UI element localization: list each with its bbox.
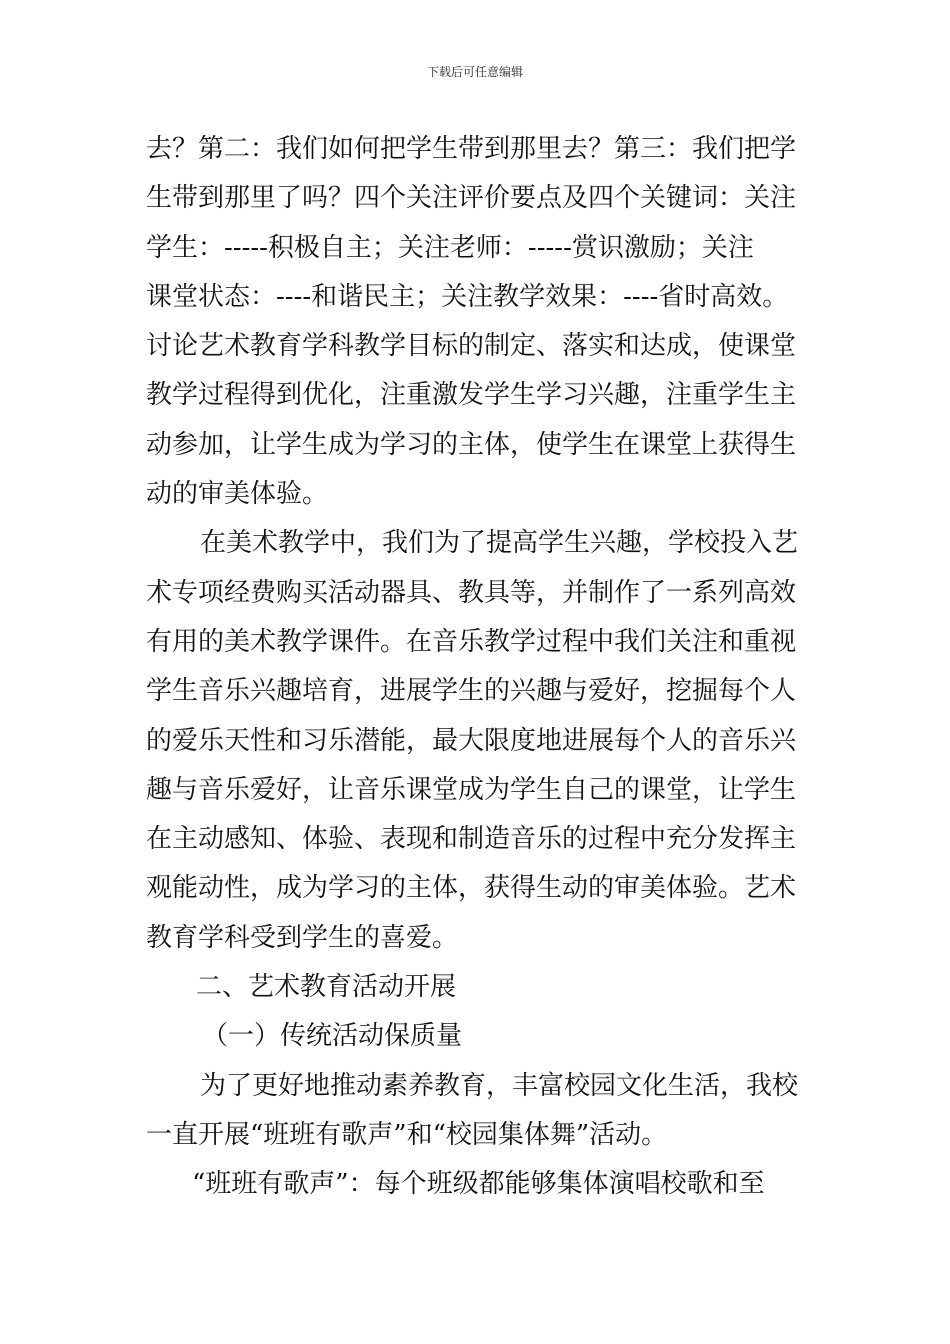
paragraph-line: 术专项经费购买活动器具、教具等，并制作了一系列高效 (146, 577, 797, 608)
paragraph-line: 趣与音乐爱好，让音乐课堂成为学生自己的课堂，让学生 (146, 774, 797, 805)
paragraph-line: 讨论艺术教育学科教学目标的制定、落实和达成，使课堂 (146, 331, 797, 362)
paragraph-line: 观能动性，成为学习的主体，获得生动的审美体验。艺术 (146, 873, 797, 904)
paragraph-line: 的爱乐天性和习乐潜能，最大限度地进展每个人的音乐兴 (146, 725, 797, 756)
paragraph-line: 有用的美术教学课件。在音乐教学过程中我们关注和重视 (146, 626, 797, 657)
paragraph-line: 动的审美体验。 (146, 479, 329, 510)
section-heading: 二、艺术教育活动开展 (196, 972, 457, 1003)
paragraph-line: 在美术教学中，我们为了提高学生兴趣，学校投入艺 (200, 528, 799, 559)
paragraph-line: 在主动感知、体验、表现和制造音乐的过程中充分发挥主 (146, 824, 797, 855)
paragraph-line: 学生：-----积极自主；关注老师：-----赏识激励；关注 (146, 232, 754, 263)
paragraph-line: 教育学科受到学生的喜爱。 (146, 922, 459, 953)
paragraph-line: “班班有歌声”：每个班级都能够集体演唱校歌和至 (192, 1169, 765, 1200)
paragraph-line: 学生音乐兴趣培育，进展学生的兴趣与爱好，挖掘每个人 (146, 676, 797, 707)
paragraph-line: 教学过程得到优化，注重激发学生学习兴趣，注重学生主 (146, 380, 797, 411)
subsection-heading: （一）传统活动保质量 (202, 1021, 463, 1052)
paragraph-line: 一直开展“班班有歌声”和“校园集体舞”活动。 (146, 1119, 668, 1150)
paragraph-line: 为了更好地推动素养教育，丰富校园文化生活，我校 (200, 1070, 799, 1101)
page-header: 下载后可任意编辑 (426, 65, 523, 79)
document-body (146, 125, 818, 1210)
paragraph-line: 动参加，让学生成为学习的主体，使学生在课堂上获得生 (146, 429, 797, 460)
paragraph-line: 课堂状态：----和谐民主；关注教学效果：----省时高效。 (146, 281, 789, 312)
paragraph-line: 去？第二：我们如何把学生带到那里去？第三：我们把学 (146, 134, 797, 164)
paragraph-line: 生带到那里了吗？四个关注评价要点及四个关键词：关注 (146, 183, 797, 214)
